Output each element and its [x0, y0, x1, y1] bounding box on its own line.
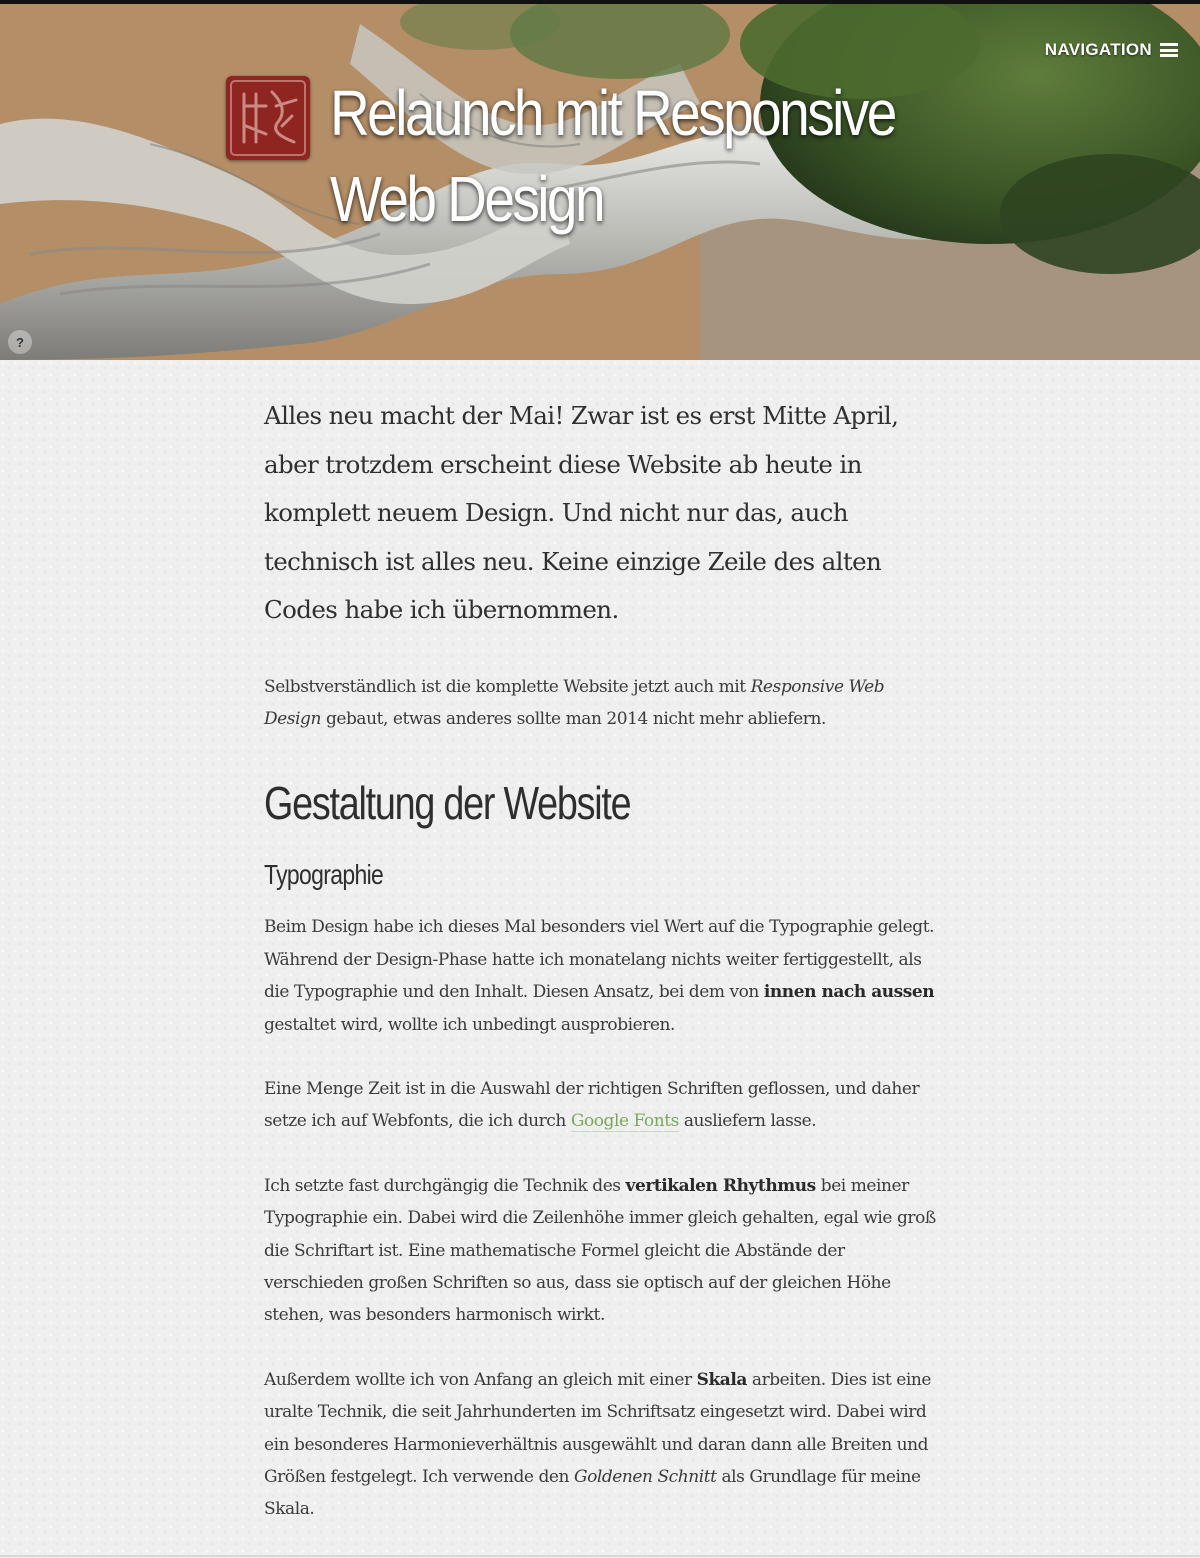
google-fonts-link[interactable]: Google Fonts [570, 1111, 679, 1132]
paragraph-scale: Außerdem wollte ich von Anfang an gleich mit einer Skala arbeiten. Dies ist eine uralte Technik, die seit Jahrhunderten im Schriftsatz eingesetzt wird. Dabei wird ein besonderes Harmonieverhältnis ausgewählt und daran dann alle Breiten und Größen festgelegt. Ich verwende den Goldenen Schnitt als Grundlage für meine Skala. [264, 1369, 931, 1520]
navigation-label: NAVIGATION [1044, 40, 1152, 59]
article-content [264, 392, 944, 1558]
navigation-button[interactable] [1045, 40, 1178, 60]
hero-header [0, 4, 1200, 360]
image-info-button[interactable]: ? [8, 330, 32, 354]
subsection-heading: Typographie [264, 859, 384, 891]
section-heading: Gestaltung der Website [264, 777, 631, 830]
intro-paragraph: Alles neu macht der Mai! Zwar ist es erst Mitte April, aber trotzdem erscheint diese Website ab heute in komplett neuem Design. Und nicht nur das, auch technisch ist alles neu. Keine einzige Zeile des alten Codes habe ich übernommen. [264, 401, 899, 624]
page-title: Relaunch mit Responsive Web Design [330, 77, 895, 235]
hamburger-menu-icon [1160, 43, 1178, 57]
paragraph-webfonts: Eine Menge Zeit ist in die Auswahl der richtigen Schriften geflossen, und daher setze ich auf Webfonts, die ich durch Google Fonts ausliefern lasse. [264, 1078, 920, 1132]
seal-logo-icon[interactable] [226, 76, 310, 160]
paragraph-rhythm: Ich setzte fast durchgängig die Technik des vertikalen Rhythmus bei meiner Typographie ein. Dabei wird die Zeilenhöhe immer gleich gehalten, egal wie groß die Schriftart ist. Eine mathematische Formel gleicht die Abstände der verschieden großen Schriften so aus, dass sie optisch auf der gleichen Höhe stehen, was besonders harmonisch wirkt. [264, 1175, 936, 1326]
paragraph-design: Beim Design habe ich dieses Mal besonders viel Wert auf die Typographie gelegt. Während der Design-Phase hatte ich monatelang nichts weiter fertiggestellt, als die Typographie und den Inhalt. Diesen Ansatz, bei dem von innen nach aussen gestaltet wird, wollte ich unbedingt ausprobieren. [264, 917, 935, 1035]
paragraph-responsive: Selbstverständlich ist die komplette Website jetzt auch mit Responsive Web Design gebaut, etwas anderes sollte man 2014 nicht mehr abliefern. [264, 676, 885, 729]
